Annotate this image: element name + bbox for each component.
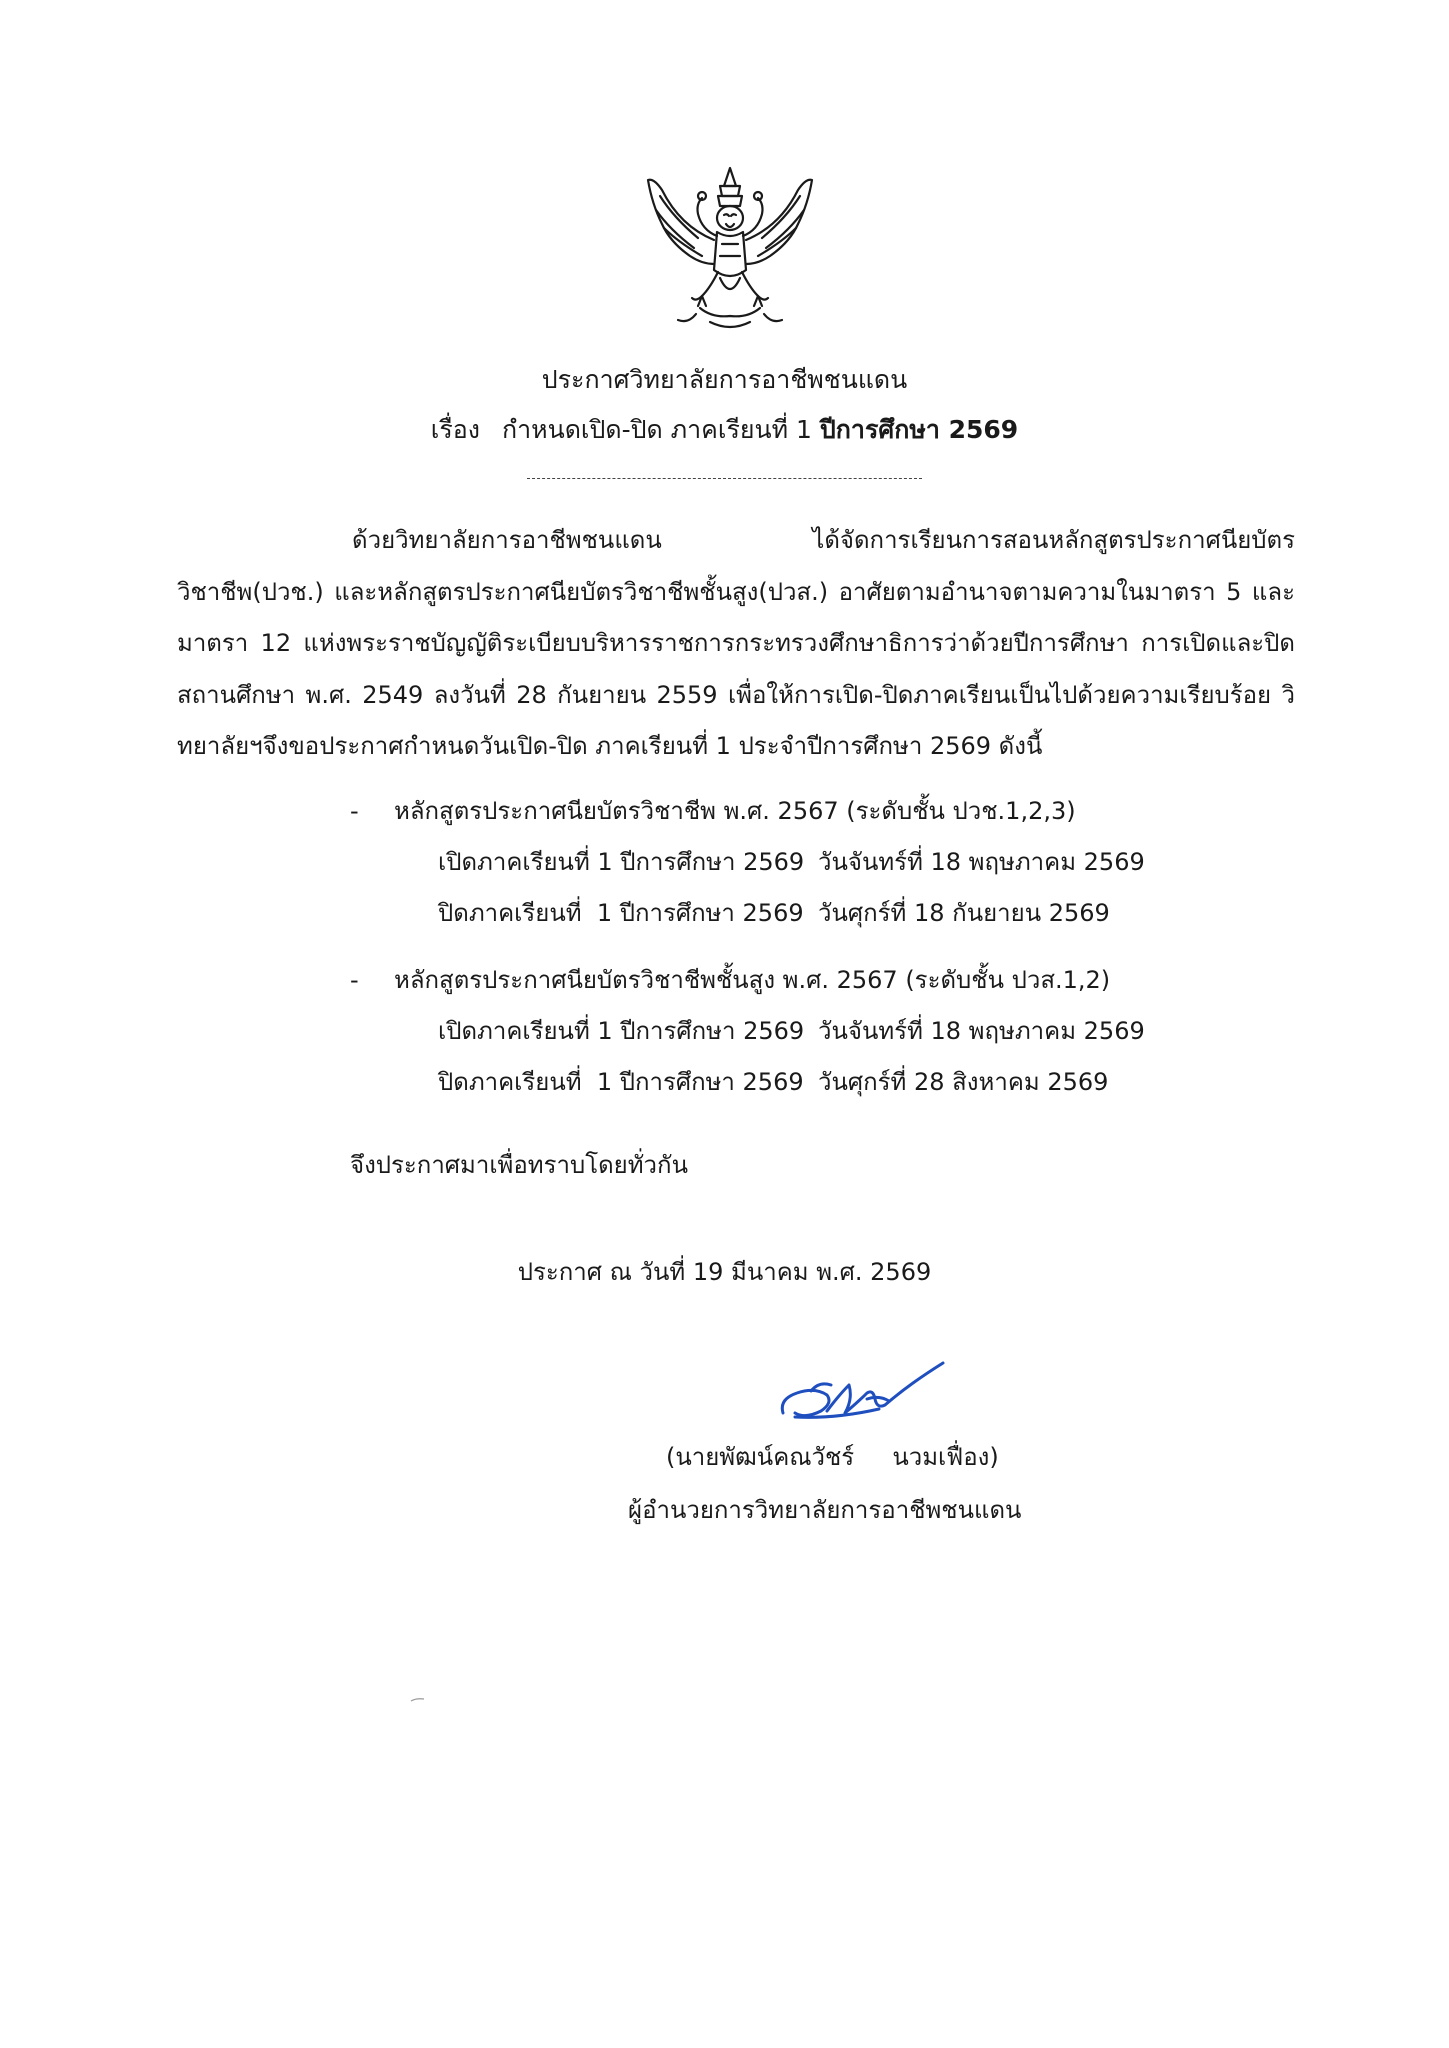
program-bullet: - — [350, 797, 359, 825]
open-term-line — [438, 837, 1145, 888]
close-term-label: ปิดภาคเรียนที่ 1 ปีการศึกษา 2569 — [438, 899, 804, 927]
issue-date: ประกาศ ณ วันที่ 19 มีนาคม พ.ศ. 2569 — [517, 1258, 932, 1286]
announcement-title: ประกาศวิทยาลัยการอาชีพชนแดน — [541, 365, 908, 394]
signer-name: (นายพัฒน์คณวัชร์ นวมเฟื่อง) — [666, 1443, 999, 1471]
close-term-label: ปิดภาคเรียนที่ 1 ปีการศึกษา 2569 — [438, 1068, 804, 1096]
title-divider — [527, 478, 922, 479]
handwritten-signature — [775, 1355, 950, 1435]
closing-statement: จึงประกาศมาเพื่อทราบโดยทั่วกัน — [350, 1151, 688, 1179]
subject-text: กำหนดเปิด-ปิด ภาคเรียนที่ 1 — [501, 415, 812, 444]
scan-speck — [410, 1697, 426, 1703]
open-term-label: เปิดภาคเรียนที่ 1 ปีการศึกษา 2569 — [438, 1017, 805, 1045]
body-paragraph-text: ด้วยวิทยาลัยการอาชีพชนแดน ได้จัดการเรียนการสอนหลักสูตรประกาศนียบัตรวิชาชีพ(ปวช.) และหลักสูตรประกาศนียบัตรวิชาชีพชั้นสูง(ปวส.) อาศัยตามอำนาจตามความในมาตรา 5 และมาตรา 12 แห่งพระราชบัญญัติระเบียบบริหารราชการกระทรวงศึกษาธิการว่าด้วยปีการศึกษา การเปิดและปิดสถานศึกษา พ.ศ. 2549 ลงวันที่ 28 กันยายน 2559 เพื่อให้การเปิด-ปิดภาคเรียนเป็นไปด้วยความเรียบร้อย วิทยาลัยฯจึงขอประกาศกำหนดวันเปิด-ปิด ภาคเรียนที่ 1 ประจำปีการศึกษา 2569 ดังนี้ — [177, 526, 1295, 760]
announcement-subject — [0, 413, 1449, 447]
program-title: หลักสูตรประกาศนียบัตรวิชาชีพ พ.ศ. 2567 (ระดับชั้น ปวช.1,2,3) — [394, 797, 1076, 825]
close-term-line — [438, 888, 1110, 939]
program-bullet: - — [350, 966, 359, 994]
open-term-date: วันจันทร์ที่ 18 พฤษภาคม 2569 — [818, 848, 1145, 876]
body-paragraph — [177, 515, 1295, 773]
garuda-emblem-icon — [640, 160, 820, 335]
close-term-line — [438, 1057, 1108, 1108]
open-term-date: วันจันทร์ที่ 18 พฤษภาคม 2569 — [818, 1017, 1145, 1045]
subject-academic-year: ปีการศึกษา 2569 — [819, 415, 1019, 444]
open-term-label: เปิดภาคเรียนที่ 1 ปีการศึกษา 2569 — [438, 848, 805, 876]
subject-prefix: เรื่อง — [430, 415, 480, 444]
close-term-date: วันศุกร์ที่ 18 กันยายน 2569 — [818, 899, 1110, 927]
open-term-line — [438, 1006, 1145, 1057]
signer-position: ผู้อำนวยการวิทยาลัยการอาชีพชนแดน — [628, 1496, 1022, 1524]
close-term-date: วันศุกร์ที่ 28 สิงหาคม 2569 — [818, 1068, 1109, 1096]
program-title: หลักสูตรประกาศนียบัตรวิชาชีพชั้นสูง พ.ศ. 2567 (ระดับชั้น ปวส.1,2) — [394, 966, 1111, 994]
